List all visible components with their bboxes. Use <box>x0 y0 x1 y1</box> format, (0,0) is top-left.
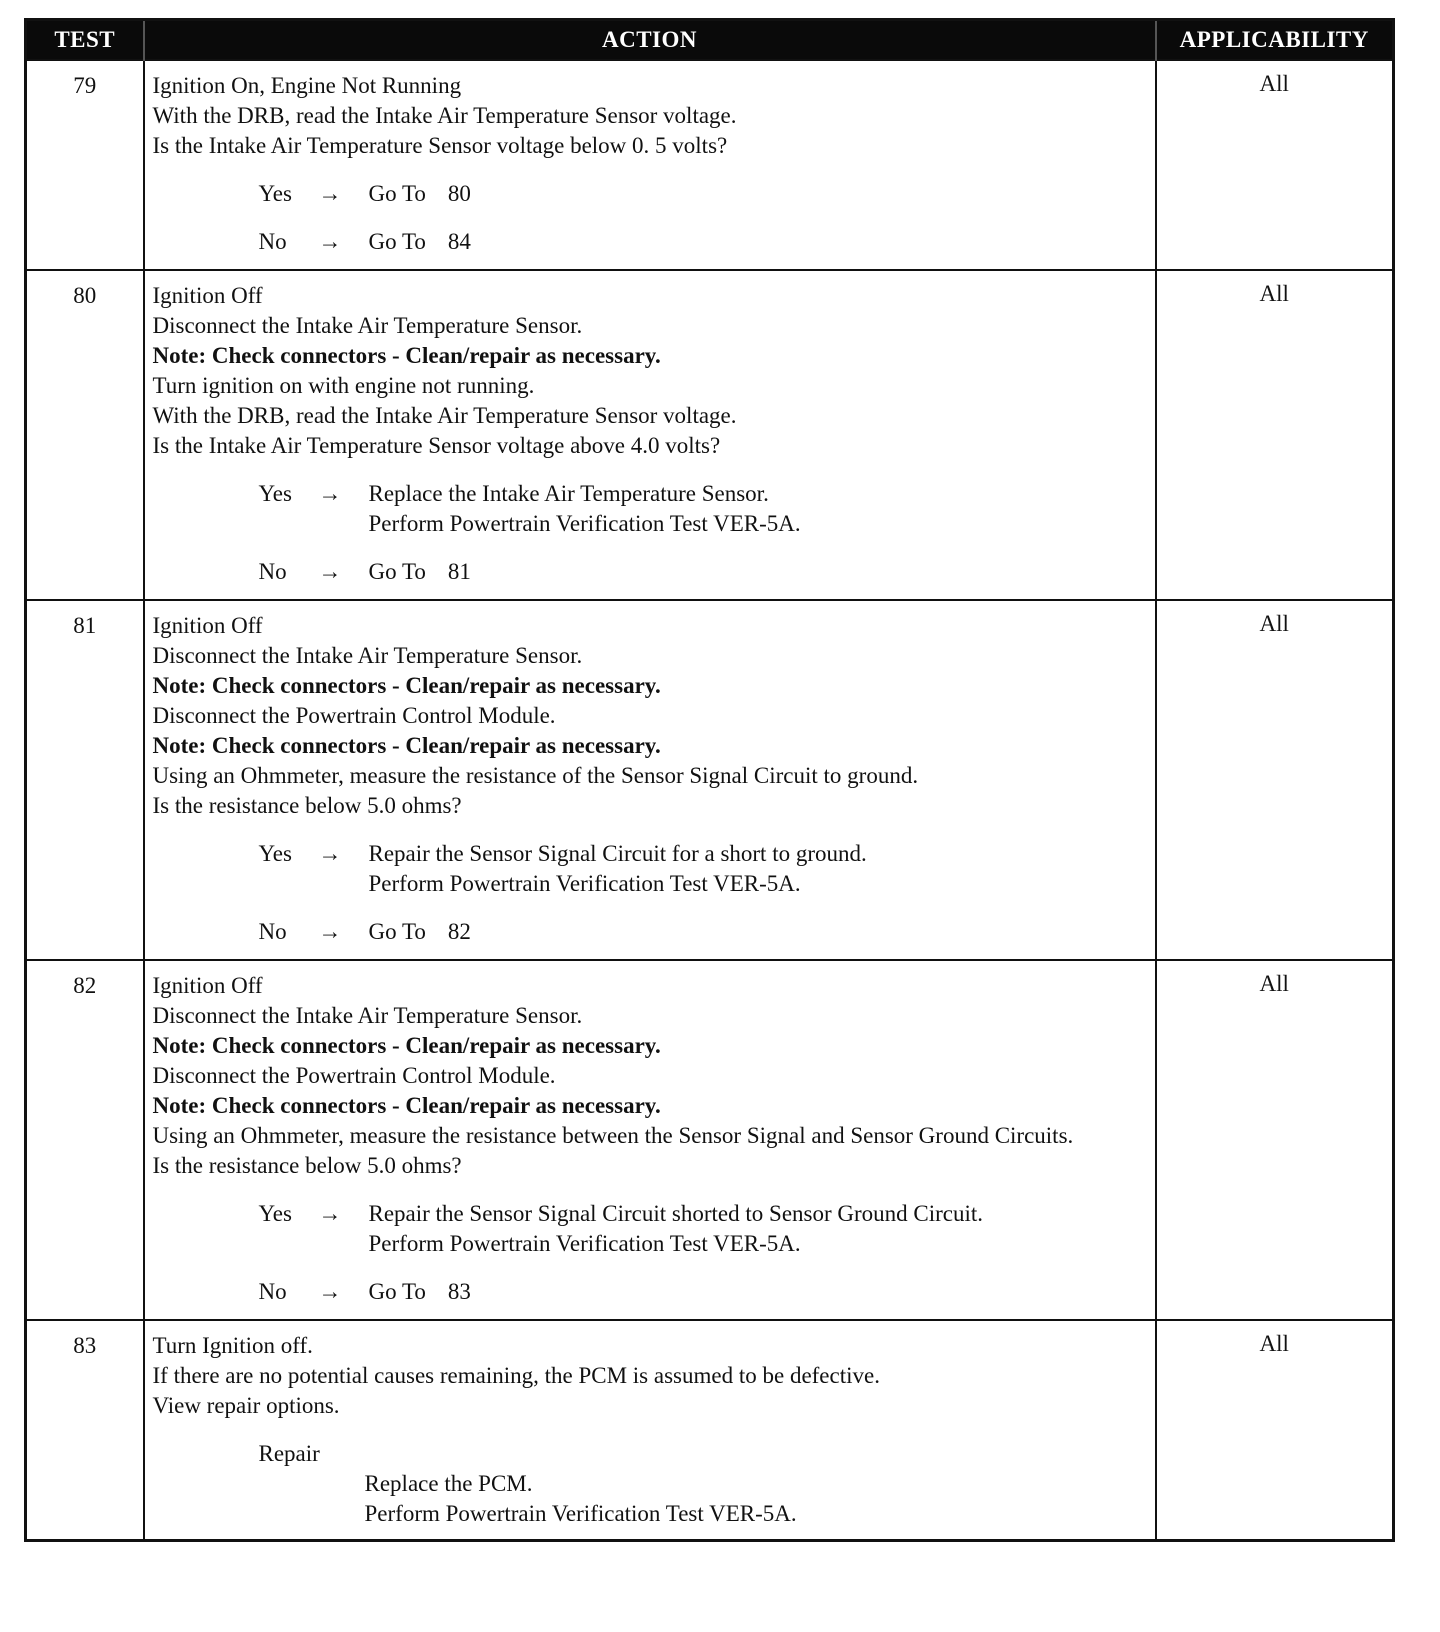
goto-label: Go To <box>368 1279 426 1304</box>
action-cell <box>144 960 1156 1320</box>
outcome-label: No <box>258 559 287 584</box>
applicability: All <box>1156 960 1394 1320</box>
action-step: With the DRB, read the Intake Air Temperature Sensor voltage. <box>152 103 737 128</box>
outcomes <box>153 179 1147 257</box>
outcome-no <box>259 557 1147 587</box>
outcomes <box>153 1199 1147 1307</box>
outcome-yes <box>259 179 1147 209</box>
action-note: Note: Check connectors - Clean/repair as necessary. <box>152 733 661 758</box>
repair-step: Perform Powertrain Verification Test VER-5A. <box>364 1501 797 1526</box>
action-cell <box>144 60 1156 270</box>
goto-label: Go To <box>368 229 426 254</box>
goto-test-number: 84 <box>447 229 471 254</box>
outcome-no <box>259 227 1147 257</box>
table-row <box>26 960 1394 1320</box>
action-step: Using an Ohmmeter, measure the resistance of the Sensor Signal Circuit to ground. <box>152 763 919 788</box>
action-question: Is the Intake Air Temperature Sensor voltage below 0. 5 volts? <box>152 133 728 158</box>
goto-label: Go To <box>368 919 426 944</box>
action-step: Ignition On, Engine Not Running <box>152 73 462 98</box>
repair-options <box>153 1439 1147 1529</box>
table-row <box>26 270 1394 600</box>
test-number: 83 <box>26 1320 144 1541</box>
outcome-label: No <box>258 1279 287 1304</box>
action-step: With the DRB, read the Intake Air Temperature Sensor voltage. <box>152 403 737 428</box>
arrow-right-icon: → <box>318 841 342 866</box>
action-step: View repair options. <box>152 1393 340 1418</box>
action-step: Disconnect the Intake Air Temperature Sensor. <box>152 643 583 668</box>
outcome-goto <box>369 227 1147 257</box>
action-step: Turn Ignition off. <box>152 1333 313 1358</box>
action-cell <box>144 1320 1156 1541</box>
action-question: Is the resistance below 5.0 ohms? <box>152 793 462 818</box>
action-step: Disconnect the Powertrain Control Module. <box>152 1063 556 1088</box>
test-number: 80 <box>26 270 144 600</box>
outcome-label: No <box>258 229 287 254</box>
action-step: Turn ignition on with engine not running. <box>152 373 535 398</box>
action-cell <box>144 270 1156 600</box>
outcome-yes <box>259 1199 1147 1259</box>
action-step: Ignition Off <box>152 613 263 638</box>
goto-label: Go To <box>368 181 426 206</box>
action-cell <box>144 600 1156 960</box>
action-step: Ignition Off <box>152 973 263 998</box>
outcome-action: Repair the Sensor Signal Circuit shorted to Sensor Ground Circuit. <box>368 1201 984 1226</box>
action-note: Note: Check connectors - Clean/repair as necessary. <box>152 1033 661 1058</box>
outcome-text <box>369 479 1147 539</box>
outcome-no <box>259 1277 1147 1307</box>
outcomes <box>153 479 1147 587</box>
outcome-yes <box>259 839 1147 899</box>
arrow-right-icon: → <box>318 1201 342 1226</box>
repair-steps <box>365 1469 1147 1529</box>
applicability: All <box>1156 60 1394 270</box>
outcome-label: Yes <box>258 181 292 206</box>
outcome-label: Yes <box>258 481 292 506</box>
action-step: Disconnect the Intake Air Temperature Sensor. <box>152 1003 583 1028</box>
test-number: 81 <box>26 600 144 960</box>
action-question: Is the Intake Air Temperature Sensor voltage above 4.0 volts? <box>152 433 721 458</box>
outcome-yes <box>259 479 1147 539</box>
outcome-goto <box>369 179 1147 209</box>
arrow-right-icon: → <box>318 1279 342 1304</box>
arrow-right-icon: → <box>318 229 342 254</box>
goto-test-number: 80 <box>447 181 471 206</box>
outcome-text <box>369 839 1147 899</box>
outcome-action: Replace the Intake Air Temperature Sensor. <box>368 481 769 506</box>
action-note: Note: Check connectors - Clean/repair as necessary. <box>152 673 661 698</box>
header-applicability: APPLICABILITY <box>1156 20 1394 61</box>
table-row <box>26 600 1394 960</box>
outcome-action: Repair the Sensor Signal Circuit for a short to ground. <box>368 841 867 866</box>
goto-label: Go To <box>368 559 426 584</box>
applicability: All <box>1156 1320 1394 1541</box>
goto-test-number: 82 <box>447 919 471 944</box>
action-step: If there are no potential causes remaining, the PCM is assumed to be defective. <box>152 1363 880 1388</box>
header-test: TEST <box>26 20 144 61</box>
diagnostic-test-page <box>24 18 1392 1542</box>
applicability: All <box>1156 600 1394 960</box>
goto-test-number: 81 <box>447 559 471 584</box>
action-step: Disconnect the Intake Air Temperature Sensor. <box>152 313 583 338</box>
outcome-label: Yes <box>258 841 292 866</box>
outcome-action: Perform Powertrain Verification Test VER-5A. <box>368 871 801 896</box>
outcome-label: Yes <box>258 1201 292 1226</box>
table-row <box>26 1320 1394 1541</box>
action-note: Note: Check connectors - Clean/repair as necessary. <box>152 343 661 368</box>
arrow-right-icon: → <box>318 181 342 206</box>
arrow-right-icon: → <box>318 481 342 506</box>
outcome-goto <box>369 557 1147 587</box>
outcome-goto <box>369 917 1147 947</box>
outcome-goto <box>369 1277 1147 1307</box>
action-step: Ignition Off <box>152 283 263 308</box>
table-header <box>26 20 1394 61</box>
arrow-right-icon: → <box>318 559 342 584</box>
test-number: 79 <box>26 60 144 270</box>
diagnostic-test-table <box>24 18 1395 1542</box>
test-number: 82 <box>26 960 144 1320</box>
repair-step: Replace the PCM. <box>364 1471 533 1496</box>
repair-label: Repair <box>258 1441 320 1466</box>
outcome-no <box>259 917 1147 947</box>
outcome-action: Perform Powertrain Verification Test VER-5A. <box>368 1231 801 1256</box>
applicability: All <box>1156 270 1394 600</box>
header-action: ACTION <box>144 20 1156 61</box>
outcomes <box>153 839 1147 947</box>
outcome-label: No <box>258 919 287 944</box>
table-row <box>26 60 1394 270</box>
outcome-text <box>369 1199 1147 1259</box>
action-note: Note: Check connectors - Clean/repair as necessary. <box>152 1093 661 1118</box>
arrow-right-icon: → <box>318 919 342 944</box>
goto-test-number: 83 <box>447 1279 471 1304</box>
action-step: Using an Ohmmeter, measure the resistance between the Sensor Signal and Sensor Ground Circuits. <box>152 1123 1074 1148</box>
action-question: Is the resistance below 5.0 ohms? <box>152 1153 462 1178</box>
outcome-action: Perform Powertrain Verification Test VER-5A. <box>368 511 801 536</box>
action-step: Disconnect the Powertrain Control Module. <box>152 703 556 728</box>
